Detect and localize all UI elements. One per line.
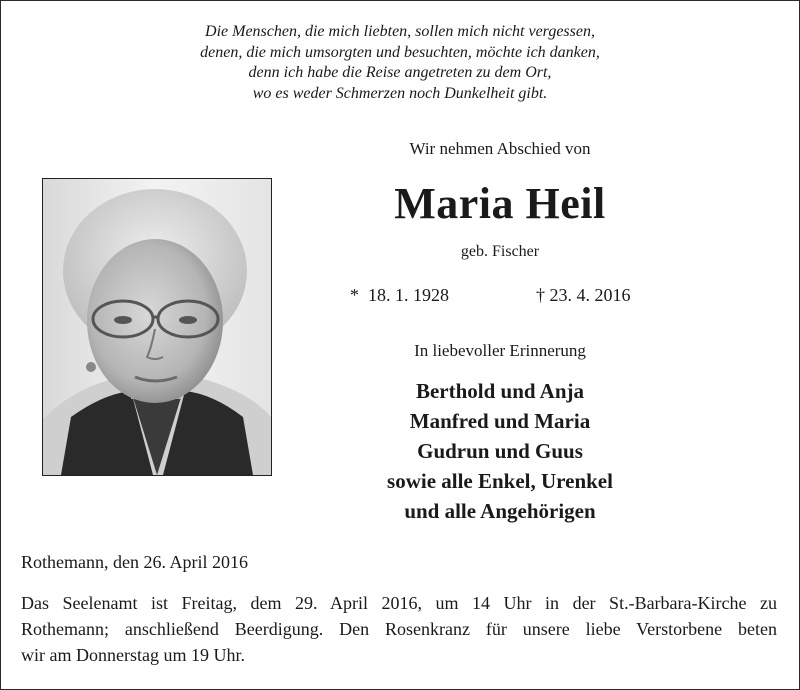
mourner-line: sowie alle Enkel, Urenkel (387, 469, 613, 493)
poem-line: denen, die mich umsorgten und besuchten, möchte ich danken, (200, 43, 600, 61)
poem-line: denn ich habe die Reise angetreten zu dem Ort, (248, 64, 552, 81)
funeral-notice (21, 590, 777, 668)
intro-text: Wir nehmen Abschied von (409, 139, 591, 158)
birth-date-value: 18. 1. 1928 (368, 285, 449, 305)
mourner-line: Gudrun und Guus (417, 439, 583, 463)
mourner-line: Berthold und Anja (415, 379, 585, 403)
notice-line: wir am Donnerstag um 19 Uhr. (21, 645, 245, 665)
portrait-photo (42, 178, 272, 476)
notice-line: Rothemann; anschließend Beerdigung. Den Rosenkranz für unsere liebe Verstorbene beten (21, 619, 777, 639)
death-date-value: 23. 4. 2016 (549, 285, 631, 305)
death-date (536, 285, 631, 306)
poem (0, 22, 800, 104)
memory-line: In liebevoller Erinnerung (414, 341, 586, 360)
mourners-list (290, 376, 710, 526)
mourner-line: Manfred und Maria (409, 409, 591, 433)
poem-line: wo es weder Schmerzen noch Dunkelheit gibt. (252, 84, 548, 102)
mourner-line: und alle Angehörigen (404, 499, 596, 523)
notice-line: Das Seelenamt ist Freitag, dem 29. April 2016, um 14 Uhr in der St.-Barbara-Kirche zu (21, 593, 777, 613)
place-date: Rothemann, den 26. April 2016 (21, 552, 248, 572)
deceased-name: Maria Heil (394, 179, 606, 228)
poem-line: Die Menschen, die mich liebten, sollen mich nicht vergessen, (205, 23, 595, 40)
maiden-name: geb. Fischer (460, 243, 540, 260)
birth-star-icon: * (350, 285, 359, 305)
birth-date (350, 285, 449, 306)
death-cross-icon: † (536, 285, 545, 305)
